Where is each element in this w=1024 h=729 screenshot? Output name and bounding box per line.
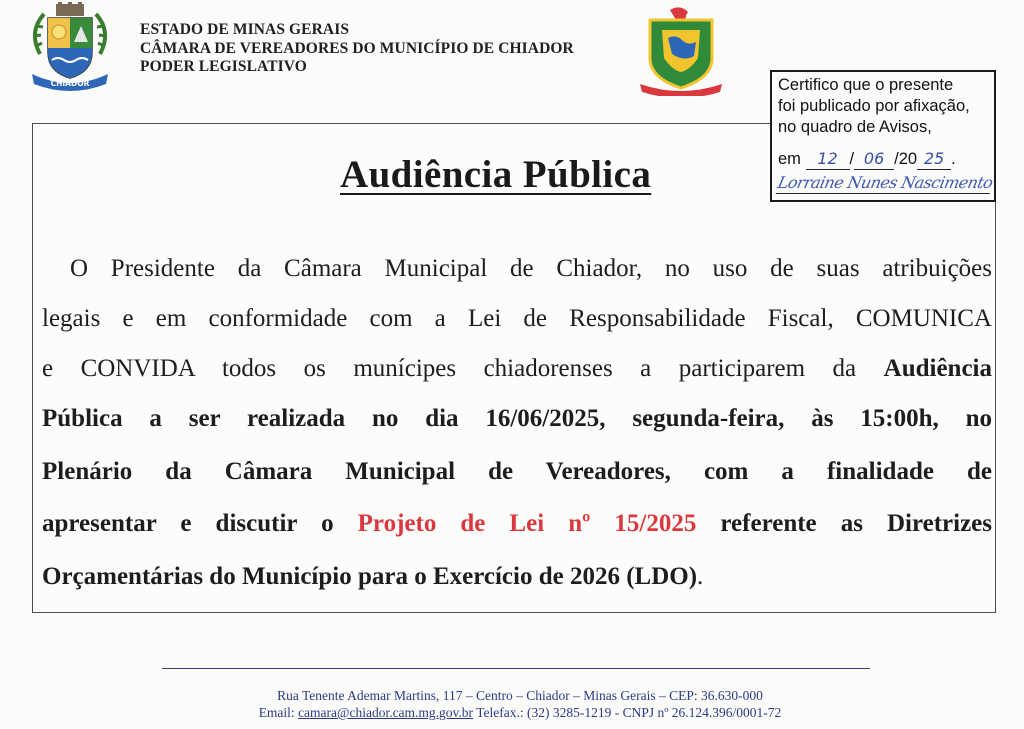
notice-line-1: O Presidente da Câmara Municipal de Chiador, no uso de suas atribuições [70,255,992,282]
footer-telefax: Telefax.: (32) 3285-1219 - CNPJ nº 26.124.396/0001-72 [476,705,782,720]
header-chamber: CÂMARA DE VEREADORES DO MUNICÍPIO DE CHIADOR [140,39,574,57]
notice-line-5: Plenário da Câmara Municipal de Vereadores, com a finalidade de [42,458,992,485]
cert-year-suffix: 25 [917,148,951,170]
municipal-coat-of-arms-icon [18,2,122,92]
notice-title: Audiência Pública [340,153,652,196]
footer-address: Rua Tenente Ademar Martins, 117 – Centro – Chiador – Minas Gerais – CEP: 36.630-000 [277,688,763,703]
footer-email-link[interactable]: camara@chiador.cam.mg.gov.br [298,705,474,720]
cert-line-3: no quadro de Avisos, [778,118,932,136]
cert-year-prefix: 20 [898,150,918,168]
notice-line-3-plain: e CONVIDA todos os munícipes chiadorenses a participarem da [42,355,884,382]
header-text [140,21,574,77]
cert-signature-row [778,172,994,194]
notice-line-7-text: Orçamentárias do Município para o Exercício de 2026 (LDO) [42,563,698,590]
cert-date: em 12 / 06 /20 25 . [778,149,956,168]
cert-line-1: Certifico que o presente [778,76,954,94]
bill-reference: Projeto de Lei nº 15/2025 [357,510,697,537]
notice-line-6-post: referente as Diretrizes [696,510,993,537]
notice-line-7-end: . [697,563,704,590]
header-state: ESTADO DE MINAS GERAIS [140,21,350,38]
publication-certificate-stamp [770,70,996,202]
footer-divider [162,668,870,669]
footer-email-label: Email: [258,705,295,720]
header-branch: PODER LEGISLATIVO [140,58,307,75]
notice-line-2: legais e em conformidade com a Lei de Responsabilidade Fiscal, COMUNICA [42,305,992,332]
notice-line-7 [42,563,992,591]
cert-month: 06 [854,148,894,170]
cert-day: 12 [806,148,850,170]
notice-line-6 [42,510,992,538]
crest-label: CHIADOR [50,79,90,88]
notice-line-6-pre: apresentar e discutir o [42,510,358,537]
notice-line-4: Pública a ser realizada no dia 16/06/2025, segunda-feira, às 15:00h, no [42,405,992,432]
handwritten-signature: Lorraine Nunes Nascimento [776,173,995,192]
chamber-emblem-icon [632,6,728,96]
notice-line-3-bold: Audiência [883,355,992,382]
cert-date-prefix: em [778,150,801,168]
cert-line-2: foi publicado por afixação, [778,97,970,115]
notice-line-3 [42,355,992,383]
footer-contact [160,705,880,721]
